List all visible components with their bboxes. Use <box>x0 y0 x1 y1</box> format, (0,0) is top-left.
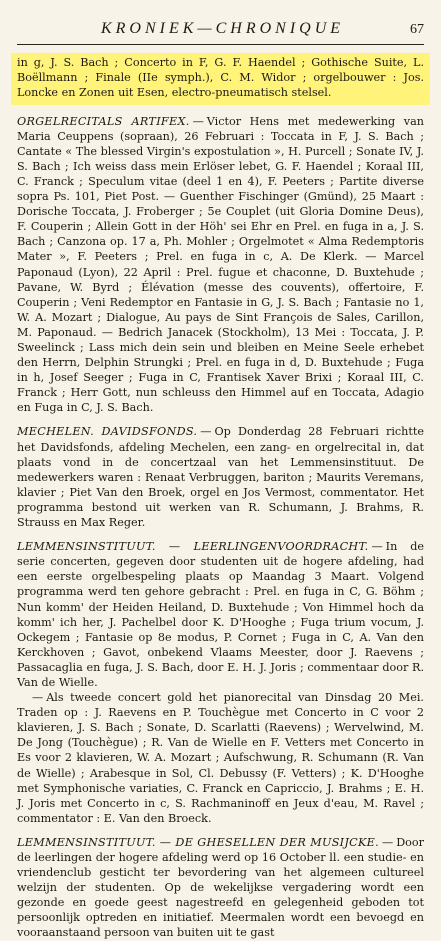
article-body: Door de leerlingen der hogere afdeling werd op 16 October ll. een studie- en vriendenclub gesticht ter bevordering van het algemeen cultureel welzijn der studenten. Op de wekelijkse vergadering wordt een gezonde en goede geest nagestreefd en gelegenheid geboden tot persoonlijk optreden en initiatief. Meermalen wordt een bevoegd en vooraanstaand persoon van buiten uit te gast <box>17 835 424 940</box>
article-mechelen <box>17 424 424 530</box>
article-leerlingenvoordracht <box>17 539 424 826</box>
page-header <box>17 20 424 45</box>
article-body: Op Donderdag 28 Februari richtte het Davidsfonds, afdeling Mechelen, een zang- en orgelrecital in, dat plaats vond in de concertzaal van het Lemmensinstituut. De medewerkers waren : Renaat Verbruggen, bariton ; Maurits Veremans, klavier ; Piet Van den Broek, orgel en Jos Vermost, commentator. Het programma bestond uit werken van R. Schumann, J. Brahms, R. Strauss en Max Reger. <box>17 425 424 530</box>
article-body: Als tweede concert gold het pianorecital van Dinsdag 20 Mei. Traden op : J. Raevens en P. Touchègue met Concerto in C voor 2 klavieren, J. S. Bach ; Sonate, D. Scarlatti (Raevens) ; Wervelwind, M. De Jong (Touchègue) ; R. Van de Wielle en F. Vetters met Concerto in Es voor 2 klavieren, W. A. Mozart ; Aufschwung, R. Schumann (R. Van de Wielle) ; Arabesque in Sol, Cl. Debussy (F. Vetters) ; K. D'Hooghe met Symphonische variaties, C. Franck en Capriccio, J. Brahms ; E. H. J. Joris met Concerto in c, S. Rachmaninoff en Jeux d'eau, M. Ravel ; commentator : E. Van den Broeck. <box>17 691 424 825</box>
article-ghesellen <box>17 835 424 941</box>
article-paragraph: MECHELEN. DAVIDSFONDS. — Op Donderdag 28 Februari richtte het Davidsfonds, afdeling Mechelen, een zang- en orgelrecital in, dat plaats vond in de concertzaal van het Lemmensinstituut. De medewerkers waren : Renaat Verbruggen, bariton ; Maurits Veremans, klavier ; Piet Van den Broek, orgel en Jos Vermost, commentator. Het programma bestond uit werken van R. Schumann, J. Brahms, R. Strauss en Max Reger. <box>17 425 424 530</box>
article-paragraph: LEMMENSINSTITUUT. — LEERLINGENVOORDRACHT. — In de serie concerten, gegeven door studenten uit de hogere afdeling, had een eerste orgelbespeling plaats op Maandag 3 Maart. Volgend programma werd ten gehore gebracht : Prel. en fuga in C, G. Böhm ; Nun komm' der Heiden Heiland, D. Buxtehude ; Von Himmel hoch da komm' ich her, J. Pachelbel door K. D'Hooghe ; Fuga trium vocum, J. Ockegem ; Fantasie op 8e modus, P. Cornet ; Fuga in C, A. Van den Kerckhoven ; Gavot, onbekend Vlaams Meester, door J. Raevens ; Passacaglia en fuga, J. S. Bach, door E. H. J. Joris ; commentaar door R. Van de Wielle. <box>17 540 424 689</box>
article-heading: ORGELRECITALS ARTIFEX. <box>17 114 190 128</box>
article-paragraph: ORGELRECITALS ARTIFEX. — Victor Hens met medewerking van Maria Ceuppens (sopraan), 26 Februari : Toccata in F, J. S. Bach ; Cantate « The blessed Virgin's expostulation », H. Purcell ; Sonate IV, J. S. Bach ; Ich weiss dass mein Erlöser lebet, G. F. Haendel ; Koraal III, C. Franck ; Speculum vitae (deel 1 en 4), F. Peeters ; Partite diverse sopra Ps. 101, Piet Post. — Guenther Fischinger (Gmünd), 25 Maart : Dorische Toccata, J. Froberger ; 5e Couplet (uit Gloria Domine Deus), F. Couperin ; Allein Gott in der Höh' sei Ehr en Prel. en fuga in a, J. S. Bach ; Canzona op. 17 a, Ph. Mohler ; Orgelmotet « Alma Redemptoris Mater », F. Peeters ; Prel. en fuga in c, A. De Klerk. — Marcel Paponaud (Lyon), 22 April : Prel. fugue et chaconne, D. Buxtehude ; Pavane, W. Byrd ; Élévation (messe des couvents), offertoire, F. Couperin ; Veni Redemptor en Fantasie in G, J. S. Bach ; Fantasie no 1, W. A. Mozart ; Dialogue, Au pays de Sint François de Sales, Carillon, M. Paponaud. — Bedrich Janacek (Stockholm), 13 Mei : Toccata, J. P. Sweelinck ; Lass mich dein sein und bleiben en Meine Seele erhebet den Herrn, Delphin Strungki ; Prel. en fuga in d, D. Buxtehude ; Fuga in h, Josef Seeger ; Fuga in C, Frantisek Xaver Brixi ; Koraal III, C. Franck ; Herr Gott, nun schleuss den Himmel auf en Toccata, Adagio en Fuga in C, J. S. Bach. <box>17 114 424 415</box>
highlighted-passage: in g, J. S. Bach ; Concerto in F, G. F. Haendel ; Gothische Suite, L. Boëllmann ; Finale (IIe symph.), C. M. Widor ; orgelbouwer : Jos. Loncke en Zonen uit Esen, electro-pneumatisch stelsel. <box>11 53 430 105</box>
article-body: In de serie concerten, gegeven door studenten uit de hogere afdeling, had een eerste orgelbespeling plaats op Maandag 3 Maart. Volgend programma werd ten gehore gebracht : Prel. en fuga in C, G. Böhm ; Nun komm' der Heiden Heiland, D. Buxtehude ; Von Himmel hoch da komm' ich her, J. Pachelbel door K. D'Hooghe ; Fuga trium vocum, J. Ockegem ; Fantasie op 8e modus, P. Cornet ; Fuga in C, A. Van den Kerckhoven ; Gavot, onbekend Vlaams Meester, door J. Raevens ; Passacaglia en fuga, J. S. Bach, door E. H. J. Joris ; commentaar door R. Van de Wielle. <box>17 540 424 689</box>
article-heading: MECHELEN. DAVIDSFONDS. <box>17 425 198 439</box>
article-paragraph: — Als tweede concert gold het pianorecital van Dinsdag 20 Mei. Traden op : J. Raevens en P. Touchègue met Concerto in C voor 2 klavieren, J. S. Bach ; Sonate, D. Scarlatti (Raevens) ; Wervelwind, M. De Jong (Touchègue) ; R. Van de Wielle en F. Vetters met Concerto in Es voor 2 klavieren, W. A. Mozart ; Aufschwung, R. Schumann (R. Van de Wielle) ; Arabesque in Sol, Cl. Debussy (F. Vetters) ; K. D'Hooghe met Symphonische variaties, C. Franck en Capriccio, J. Brahms ; E. H. J. Joris met Concerto in c, S. Rachmaninoff en Jeux d'eau, M. Ravel ; commentator : E. Van den Broeck. <box>17 691 424 825</box>
article-body: Victor Hens met medewerking van Maria Ceuppens (sopraan), 26 Februari : Toccata in F, J. S. Bach ; Cantate « The blessed Virgin's expostulation », H. Purcell ; Sonate IV, J. S. Bach ; Ich weiss dass mein Erlöser lebet, G. F. Haendel ; Koraal III, C. Franck ; Speculum vitae (deel 1 en 4), F. Peeters ; Partite diverse sopra Ps. 101, Piet Post. — Guenther Fischinger (Gmünd), 25 Maart : Dorische Toccata, J. Froberger ; 5e Couplet (uit Gloria Domine Deus), F. Couperin ; Allein Gott in der Höh' sei Ehr en Prel. en fuga in a, J. S. Bach ; Canzona op. 17 a, Ph. Mohler ; Orgelmotet « Alma Redemptoris Mater », F. Peeters ; Prel. en fuga in c, A. De Klerk. — Marcel Paponaud (Lyon), 22 April : Prel. fugue et chaconne, D. Buxtehude ; Pavane, W. Byrd ; Élévation (messe des couvents), offertoire, F. Couperin ; Veni Redemptor en Fantasie in G, J. S. Bach ; Fantasie no 1, W. A. Mozart ; Dialogue, Au pays de Sint François de Sales, Carillon, M. Paponaud. — Bedrich Janacek (Stockholm), 13 Mei : Toccata, J. P. Sweelinck ; Lass mich dein sein und bleiben en Meine Seele erhebet den Herrn, Delphin Strungki ; Prel. en fuga in d, D. Buxtehude ; Fuga in h, Josef Seeger ; Fuga in C, Frantisek Xaver Brixi ; Koraal III, C. Franck ; Herr Gott, nun schleuss den Himmel auf en Toccata, Adagio en Fuga in C, J. S. Bach. <box>17 114 424 415</box>
running-title: KRONIEK—CHRONIQUE <box>100 20 345 37</box>
article-heading: LEMMENSINSTITUUT. — DE GHESELLEN DER MUSIJCKE. <box>17 835 380 849</box>
article-orgelrecitals <box>17 114 424 416</box>
article-paragraph: LEMMENSINSTITUUT. — DE GHESELLEN DER MUSIJCKE. — Door de leerlingen der hogere afdeling werd op 16 October ll. een studie- en vriendenclub gesticht ter bevordering van het algemeen cultureel welzijn der studenten. Op de wekelijkse vergadering wordt een gezonde en goede geest nagestreefd en gelegenheid geboden tot persoonlijk optreden en initiatief. Meermalen wordt een bevoegd en vooraanstaand persoon van buiten uit te gast <box>17 835 424 940</box>
article-heading: LEMMENSINSTITUUT. — LEERLINGENVOORDRACHT. <box>17 540 369 554</box>
page-number: 67 <box>410 22 424 37</box>
